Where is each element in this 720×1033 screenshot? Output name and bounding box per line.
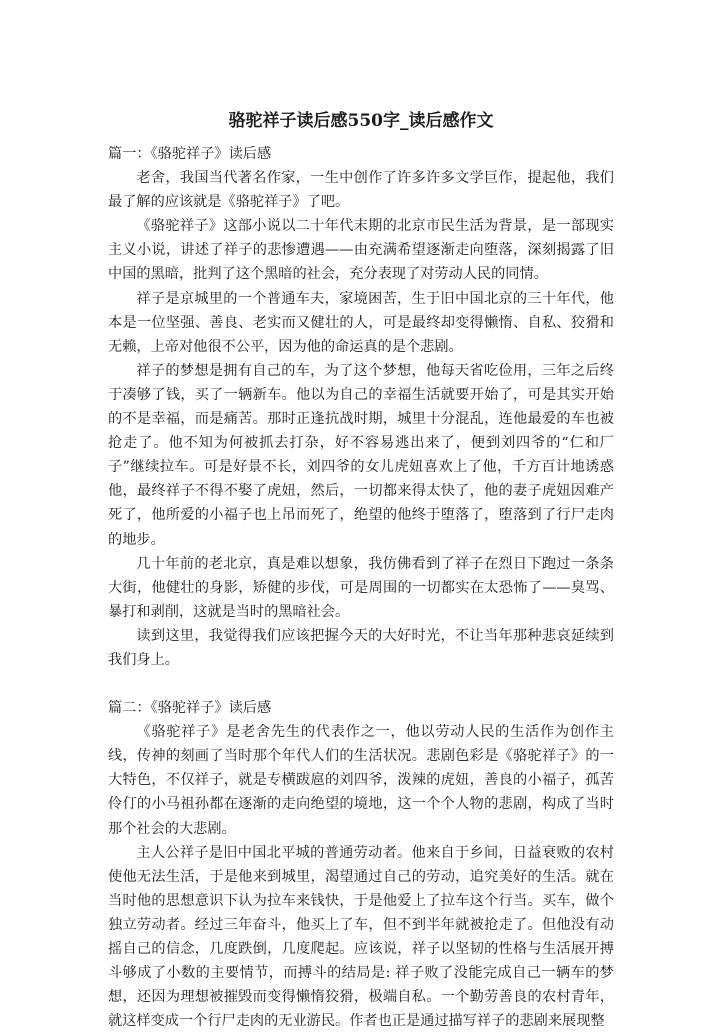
paragraph: 几十年前的老北京，真是难以想象，我仿佛看到了祥子在烈日下跑过一条条大街，他健壮的身影，矫健的步伐，可是周围的一切都实在太恐怖了——臭骂、暴打和剥削，这就是当时的黑暗社会。 — [108, 555, 614, 620]
essay-section-1 — [108, 142, 614, 672]
section-heading: 篇二：《骆驼祥子》读后感 — [108, 700, 272, 717]
document-body — [108, 142, 614, 1033]
paragraph: 祥子的梦想是拥有自己的车，为了这个梦想，他每天省吃俭用，三年之后终于凑够了钱，买了一辆新车。他以为自己的幸福生活就要开始了，可是其实开始的不是幸福，而是痛苦。那时正逢抗战时期，城里十分混乱，连他最爱的车也被抢走了。他不知为何被抓去打杂，好不容易逃出来了，便到刘四爷的“仁和厂子”继续拉车。可是好景不长，刘四爷的女儿虎妞喜欢上了他，千方百计地诱惑他，最终祥子不得不娶了虎妞，然后，一切都来得太快了，他的妻子虎妞因难产死了，他所爱的小福子也上吊而死了，绝望的他终于堕落了，堕落到了行尸走肉的地步。 — [108, 362, 614, 548]
paragraph: 《骆驼祥子》是老舍先生的代表作之一，他以劳动人民的生活作为创作主线，传神的刻画了当时那个年代人们的生活状况。悲剧色彩是《骆驼祥子》的一大特色，不仅祥子，就是专横跋扈的刘四爷，泼辣的虎妞，善良的小福子，孤苦伶仃的小马祖孙都在逐渐的走向绝望的境地，这一个个人物的悲剧，构成了当时那个社会的大悲剧。 — [108, 724, 614, 837]
paragraph: 《骆驼祥子》这部小说以二十年代末期的北京市民生活为背景，是一部现实主义小说，讲述了祥子的悲惨遭遇——由充满希望逐渐走向堕落，深刻揭露了旧中国的黑暗，批判了这个黑暗的社会，充分表现了对劳动人民的同情。 — [108, 218, 614, 283]
essay-section-2 — [108, 696, 614, 1033]
paragraph: 主人公祥子是旧中国北平城的普通劳动者。他来自于乡间，日益衰败的农村使他无法生活，于是他来到城里，渴望通过自己的劳动，追究美好的生活。就在当时他的思想意识下认为拉车来钱快，于是他爱上了拉车这个行当。买车，做个独立劳动者。经过三年奋斗，他买上了车，但不到半年就被抢走了。但他没有动摇自己的信念，几度跌倒，几度爬起。应该说，祥子以坚韧的性格与生活展开搏斗够成了小数的主要情节，而搏斗的结局是: 祥子败了没能完成自己一辆车的梦想，还因为理想被摧毁而变得懒惰狡猾，极端自私。一个勤劳善良的农村青年，就这样变成一个行尸走肉的无业游民。作者也正是通过描写祥子的悲剧来展现整 — [108, 844, 614, 1030]
section-heading: 篇一：《骆驼祥子》读后感 — [108, 146, 272, 162]
paragraph: 老舍，我国当代著名作家，一生中创作了许多许多文学巨作，提起他，我们最了解的应该就是《骆驼祥子》了吧。 — [108, 170, 614, 211]
paragraph: 读到这里，我觉得我们应该把握今天的大好时光，不让当年那种悲哀延续到我们身上。 — [108, 627, 614, 668]
paragraph: 祥子是京城里的一个普通车夫，家境困苦，生于旧中国北京的三十年代，他本是一位坚强、善良、老实而又健壮的人，可是最终却变得懒惰、自私、狡猾和无赖，上帝对他很不公平，因为他的命运真的是个悲剧。 — [108, 290, 614, 355]
section-spacer — [108, 672, 614, 696]
document-title: 骆驼祥子读后感550字_读后感作文 — [228, 111, 494, 131]
